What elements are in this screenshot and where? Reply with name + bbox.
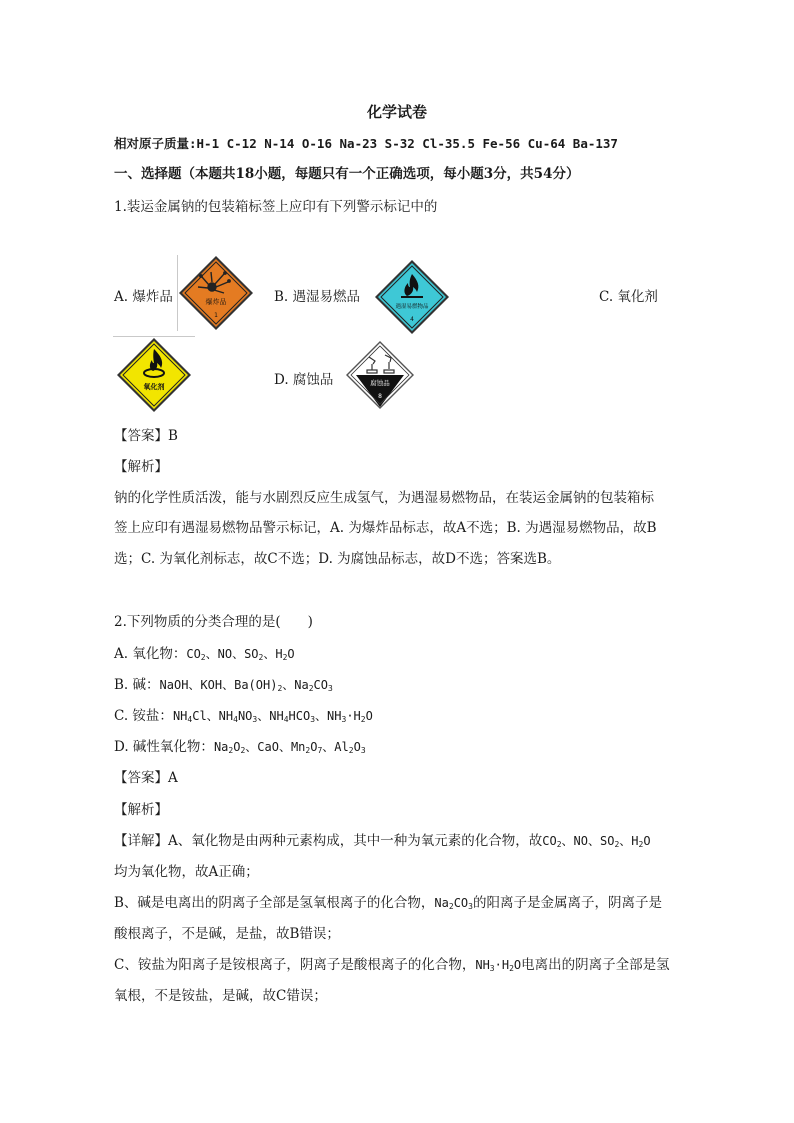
- q1-analysis-line-2: 签上应印有遇湿易燃物品警示标记，A. 为爆炸品标志，故A不选；B. 为遇湿易燃物品，故B: [114, 520, 657, 536]
- q2-detail-c-text: C、铵盐为阳离子是铵根离子，阴离子是酸根离子的化合物，: [114, 957, 476, 973]
- question-1-stem: 1.装运金属钠的包装箱标签上应印有下列警示标记中的: [114, 199, 438, 215]
- q2-detail-b-line-1: [114, 893, 662, 913]
- q1-option-a: A. 爆炸品: [114, 289, 173, 305]
- q2-option-c: [114, 706, 373, 726]
- section-heading: 一、选择题（本题共18小题，每题只有一个正确选项，每小题3分，共54分）: [114, 166, 580, 182]
- q2-option-d-formulas: $Na_2O_2$、CaO、$Mn_2O_7$、$Al_2O_3$: [213, 740, 366, 755]
- flammable-wet-sign-label: 遇湿易燃物品: [395, 304, 429, 310]
- q2-detail-b-line-2: 酸根离子，不是碱，是盐，故B错误；: [114, 926, 340, 942]
- q2-detail-a-formulas: $CO_2$、NO、$SO_2$、$H_2O$: [542, 834, 651, 849]
- atomic-masses: 相对原子质量:H-1 C-12 N-14 O-16 Na-23 S-32 Cl-35.5 Fe-56 Cu-64 Ba-137: [114, 136, 618, 151]
- q2-analysis-heading: 【解析】: [114, 802, 168, 818]
- explosive-sign-icon: [178, 255, 254, 331]
- explosive-sign-label: 爆炸品: [205, 298, 227, 306]
- q2-detail-a-text: 【详解】A、氧化物是由两种元素构成，其中一种为氧元素的化合物，故: [114, 833, 543, 849]
- q2-detail-a-line-1: [114, 831, 651, 851]
- oxidizer-sign-label: 氧化剂: [143, 383, 165, 391]
- q2-detail-a-line-2: 均为氧化物，故A正确；: [114, 864, 259, 880]
- q2-option-c-formulas: $NH_4Cl$、$NH_4NO_3$、$NH_4HCO_3$、$NH_3\cdot H_2O$: [172, 709, 373, 724]
- corrosive-sign-icon: [345, 340, 415, 410]
- q2-option-b-label: B. 碱：: [114, 677, 160, 693]
- oxidizer-sign-icon: [116, 337, 192, 413]
- explosive-sign-number: 1: [214, 312, 218, 319]
- flammable-wet-sign-icon: [374, 259, 450, 335]
- q1-option-b: B. 遇湿易燃品: [274, 289, 361, 305]
- q1-analysis-heading: 【解析】: [114, 459, 168, 475]
- corrosive-sign-label: 腐蚀品: [370, 379, 390, 387]
- q2-answer: 【答案】A: [114, 770, 178, 786]
- q1-analysis-line-3: 选；C. 为氧化剂标志，故C不选；D. 为腐蚀品标志，故D不选；答案选B。: [114, 551, 561, 567]
- q2-detail-b-text-2: 的阳离子是金属离子，阴离子是: [472, 895, 662, 911]
- q2-option-b: [114, 675, 333, 695]
- q1-option-d: D. 腐蚀品: [274, 372, 334, 388]
- q2-option-a-label: A. 氧化物：: [114, 646, 187, 662]
- q2-option-a: [114, 644, 295, 664]
- q2-detail-c-line-2: 氧根，不是铵盐，是碱，故C错误；: [114, 988, 327, 1004]
- corrosive-sign-number: 8: [378, 393, 382, 400]
- q1-answer: 【答案】B: [114, 428, 178, 444]
- q2-option-d: [114, 737, 366, 757]
- q2-option-b-formulas: NaOH、KOH、$Ba(OH)_2$、$Na_2CO_3$: [159, 678, 333, 693]
- q2-option-a-formulas: $CO_2$、NO、$SO_2$、$H_2O$: [186, 647, 295, 662]
- q1-analysis-line-1: 钠的化学性质活泼，能与水剧烈反应生成氢气，为遇湿易燃物品，在装运金属钠的包装箱标: [114, 490, 654, 506]
- q2-option-c-label: C. 铵盐：: [114, 708, 173, 724]
- q2-detail-c-formula: $NH_3\cdot H_2O$: [475, 958, 522, 973]
- q2-option-d-label: D. 碱性氧化物：: [114, 739, 214, 755]
- q2-detail-b-formula: $Na_2CO_3$: [434, 896, 473, 911]
- q2-detail-b-text: B、碱是电离出的阴离子全部是氢氧根离子的化合物，: [114, 895, 435, 911]
- q2-detail-c-text-2: 电离出的阴离子全部是氢: [521, 957, 670, 973]
- q2-detail-c-line-1: [114, 955, 670, 975]
- q1-option-c: C. 氧化剂: [599, 289, 658, 305]
- flammable-wet-sign-number: 4: [410, 316, 414, 323]
- page-title: 化学试卷: [366, 103, 427, 121]
- question-2-stem: 2.下列物质的分类合理的是( ): [114, 614, 313, 630]
